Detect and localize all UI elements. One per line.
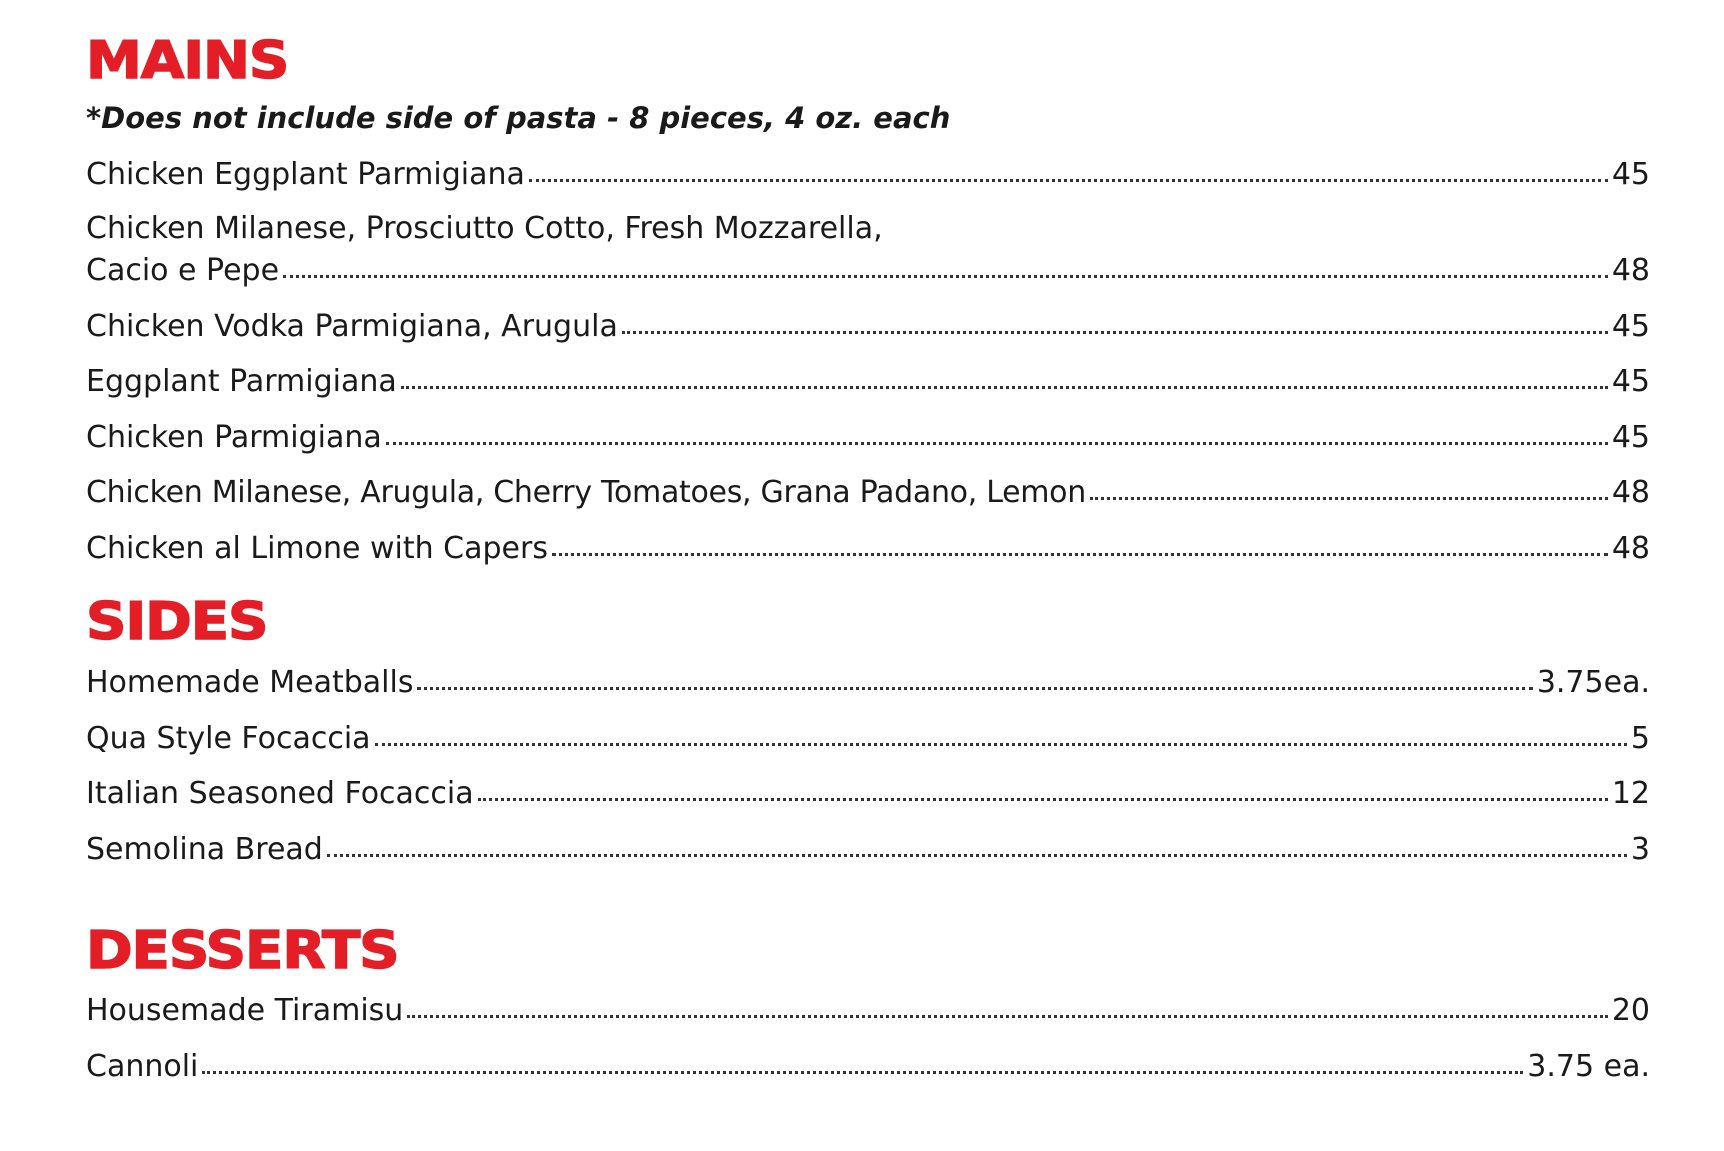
item-name: Chicken Eggplant Parmigiana [86,157,525,192]
item-name: Semolina Bread [86,832,323,867]
menu-item [86,1049,1650,1085]
dot-leader [386,441,1608,445]
item-name: Chicken Parmigiana [86,420,382,455]
item-name: Chicken Vodka Parmigiana, Arugula [86,309,618,344]
item-price: 20 [1611,993,1650,1028]
item-name-line1: Chicken Milanese, Prosciutto Cotto, Fresh Mozzarella, [86,211,883,246]
mains-note: *Does not include side of pasta - 8 pieces, 4 oz. each [86,101,951,135]
item-price: 3.75ea. [1536,665,1650,700]
dot-leader [1090,496,1608,500]
menu-item [86,420,1650,456]
dot-leader [283,274,1608,278]
menu-item [86,211,1650,289]
item-name: Chicken al Limone with Capers [86,531,548,566]
menu-item [86,531,1650,567]
dot-leader [375,742,1627,746]
item-price: 48 [1611,475,1650,510]
item-name: Chicken Milanese, Arugula, Cherry Tomatoes, Grana Padano, Lemon [86,475,1086,510]
dot-leader [202,1070,1523,1074]
item-price: 45 [1611,420,1650,455]
desserts-title: DESSERTS [86,921,399,981]
item-name: Eggplant Parmigiana [86,364,397,399]
item-price: 48 [1611,253,1650,288]
item-price: 45 [1611,157,1650,192]
item-price: 12 [1611,776,1650,811]
sides-title: SIDES [86,592,268,652]
dot-leader [407,1014,1607,1018]
dot-leader [327,853,1627,857]
menu-item [86,721,1650,757]
dot-leader [401,385,1608,389]
menu-item [86,157,1650,193]
item-name: Cacio e Pepe [86,253,280,288]
dot-leader [478,797,1608,801]
menu-item [86,364,1650,400]
menu-item [86,993,1650,1029]
item-price: 3.75 ea. [1527,1049,1650,1084]
dot-leader [622,330,1608,334]
item-name: Italian Seasoned Focaccia [86,776,474,811]
menu-item [86,665,1650,701]
item-price: 5 [1630,721,1650,756]
item-price: 48 [1611,531,1650,566]
item-name: Housemade Tiramisu [86,993,404,1028]
item-price: 3 [1630,832,1650,867]
dot-leader [529,178,1608,182]
dot-leader [552,552,1608,556]
item-name: Homemade Meatballs [86,665,414,700]
item-price: 45 [1611,309,1650,344]
menu-item [86,776,1650,812]
menu-item [86,475,1650,511]
dot-leader [417,686,1532,690]
mains-title: MAINS [86,31,289,91]
item-name: Cannoli [86,1049,199,1084]
item-name: Qua Style Focaccia [86,721,371,756]
menu-item [86,832,1650,868]
item-price: 45 [1611,364,1650,399]
menu-item [86,309,1650,345]
